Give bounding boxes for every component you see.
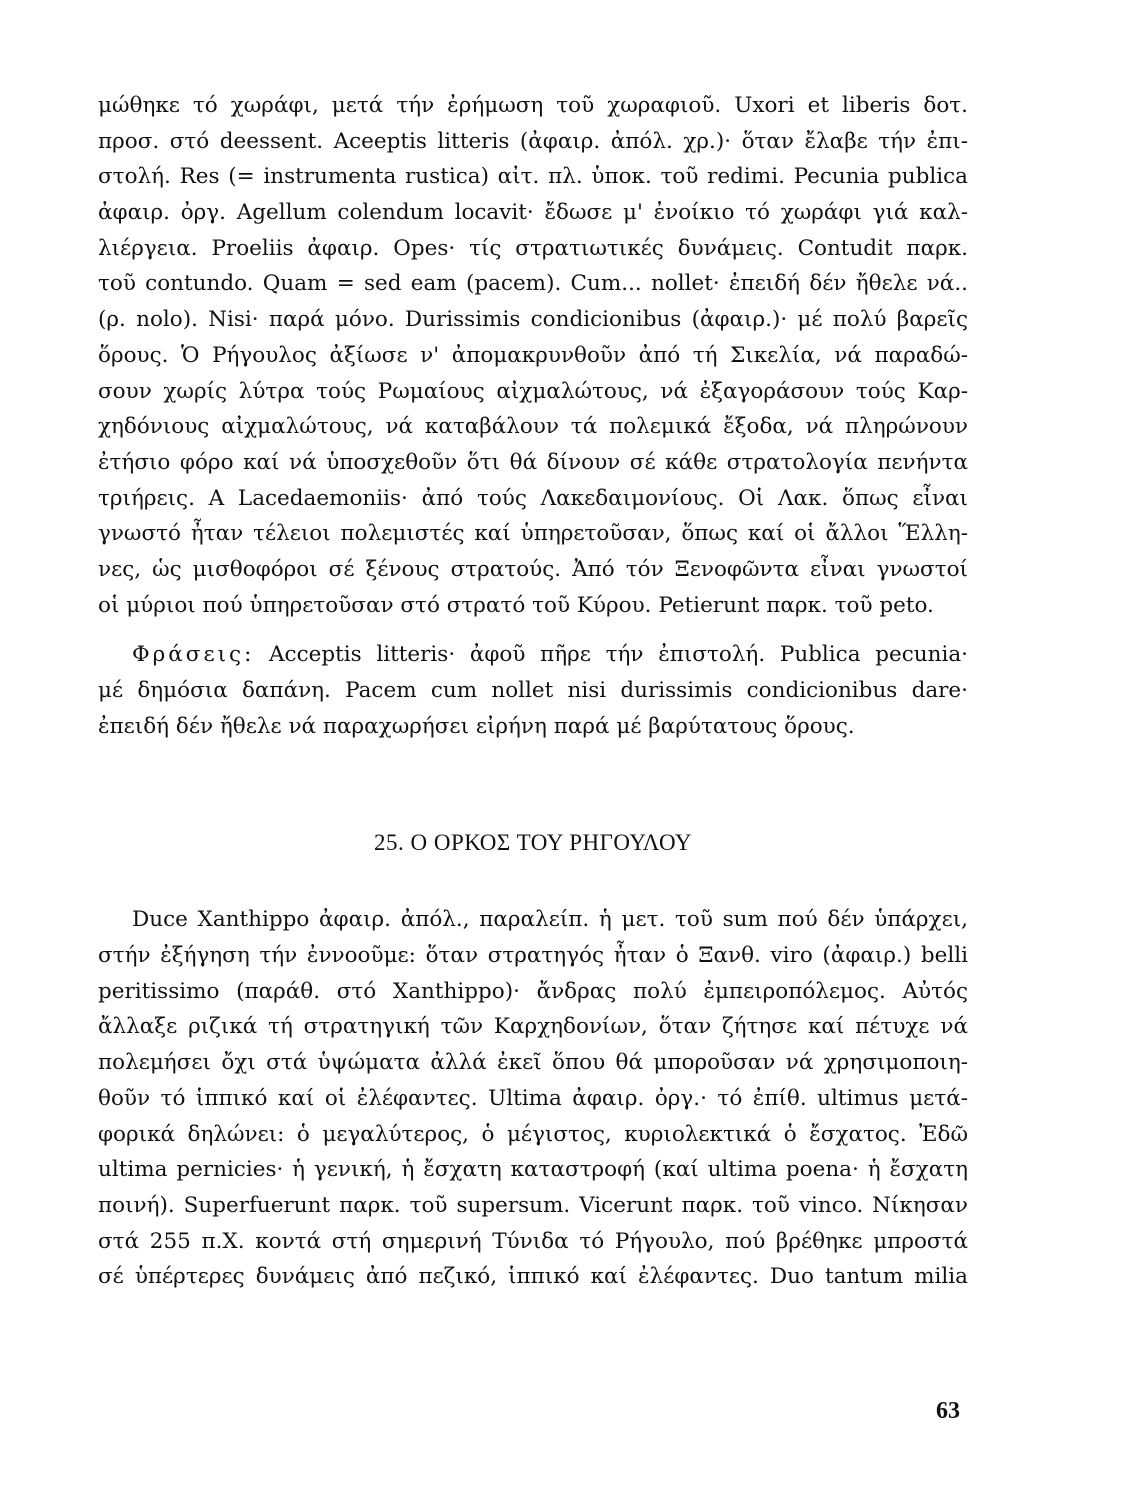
text-line: θοῦν τό ἱππικό καί οἱ ἐλέφαντες. Ultima ἀφαιρ. ὀργ.· τό ἐπίθ. ultimus μετά-	[98, 1085, 968, 1111]
text-line: τριήρεις. A Lacedaemoniis· ἀπό τούς Λακεδαιμονίους. Οἱ Λακ. ὅπως εἶναι	[98, 485, 968, 511]
text-line: στά 255 π.Χ. κοντά στή σημερινή Τύνιδα τό Ρήγουλο, πού βρέθηκε μπροστά	[98, 1228, 968, 1254]
text-line: Duce Xanthippo ἀφαιρ. ἀπόλ., παραλείπ. ἡ μετ. τοῦ sum πού δέν ὑπάρχει,	[132, 907, 968, 933]
text-line: προσ. στό deessent. Aceeptis litteris (ἀφαιρ. ἀπόλ. χρ.)· ὅταν ἔλαβε τήν ἐπι-	[98, 128, 968, 154]
text-line: στήν ἐξήγηση τήν ἐννοοῦμε: ὅταν στρατηγός ἦταν ὁ Ξανθ. viro (ἀφαιρ.) belli	[98, 943, 968, 969]
phrases-first-line-text: Acceptis litteris· ἀφοῦ πῆρε τήν ἐπιστολή. Publica pecunia·	[254, 642, 968, 668]
page-body	[98, 88, 968, 1295]
text-line: peritissimo (παράθ. στό Xanthippo)· ἄνδρας πολύ ἐμπειροπόλεμος. Αὐτός	[98, 978, 968, 1004]
phrases-first-line	[98, 637, 968, 673]
text-line: ὅρους. Ὁ Ρήγουλος ἀξίωσε ν' ἀπομακρυνθοῦν ἀπό τή Σικελία, νά παραδώ-	[98, 342, 968, 368]
text-line: ἐτήσιο φόρο καί νά ὑποσχεθοῦν ὅτι θά δίνουν σέ κάθε στρατολογία πενήντα	[98, 449, 968, 475]
text-line: μέ δημόσια δαπάνη. Pacem cum nollet nisi durissimis condicionibus dare·	[98, 678, 968, 703]
phrases-label: Φράσεις:	[132, 642, 255, 668]
section-heading: 25. Ο ΟΡΚΟΣ ΤΟΥ ΡΗΓΟΥΛΟΥ	[373, 830, 693, 856]
text-line: ἐπειδή δέν ἤθελε νά παραχωρήσει εἰρήνη παρά μέ βαρύτατους ὅρους.	[98, 713, 855, 739]
text-line: τοῦ contundo. Quam = sed eam (pacem). Cum... nollet· ἐπειδή δέν ἤθελε νά..	[98, 271, 968, 297]
text-line: μώθηκε τό χωράφι, μετά τήν ἐρήμωση τοῦ χωραφιοῦ. Uxori et liberis δοτ.	[98, 93, 968, 118]
text-line: νες, ὡς μισθοφόροι σέ ξένους στρατούς. Ἀπό τόν Ξενοφῶντα εἶναι γνωστοί	[98, 556, 968, 582]
text-line: ultima pernicies· ἡ γενική, ἡ ἔσχατη καταστροφή (καί ultima poena· ἡ ἔσχατη	[98, 1157, 968, 1183]
text-line: ἀφαιρ. ὀργ. Agellum colendum locavit· ἔδωσε μ' ἐνοίκιο τό χωράφι γιά καλ-	[98, 200, 968, 226]
text-line: ποινή). Superfuerunt παρκ. τοῦ supersum. Vicerunt παρκ. τοῦ vinco. Νίκησαν	[98, 1192, 968, 1218]
text-line: πολεμήσει ὄχι στά ὑψώματα ἀλλά ἐκεῖ ὅπου θά μποροῦσαν νά χρησιμοποιη-	[98, 1050, 968, 1076]
text-line: λιέργεια. Proeliis ἀφαιρ. Opes· τίς στρατιωτικές δυνάμεις. Contudit παρκ.	[98, 235, 968, 261]
page-number: 63	[936, 1398, 960, 1424]
text-line: χηδόνιους αἰχμαλώτους, νά καταβάλουν τά πολεμικά ἔξοδα, νά πληρώνουν	[98, 414, 968, 440]
text-line: οἱ μύριοι πού ὑπηρετοῦσαν στό στρατό τοῦ Κύρου. Petierunt παρκ. τοῦ peto.	[98, 592, 934, 618]
text-line: στολή. Res (= instrumenta rustica) αἰτ. πλ. ὑποκ. τοῦ redimi. Pecunia publica	[98, 164, 968, 190]
paragraph-gap	[98, 623, 968, 637]
notes-paragraph	[98, 88, 968, 623]
phrases-paragraph	[98, 637, 968, 744]
text-line: σουν χωρίς λύτρα τούς Ρωμαίους αἰχμαλώτους, νά ἐξαγοράσουν τούς Καρ-	[98, 378, 968, 404]
text-line: σέ ὑπέρτερες δυνάμεις ἀπό πεζικό, ἱππικό καί ἐλέφαντες. Duo tantum milia	[98, 1264, 968, 1290]
section-paragraph	[98, 902, 968, 1295]
text-line: φορικά δηλώνει: ὁ μεγαλύτερος, ὁ μέγιστος, κυριολεκτικά ὁ ἔσχατος. Ἐδῶ	[98, 1121, 968, 1147]
text-line: ἄλλαξε ριζικά τή στρατηγική τῶν Καρχηδονίων, ὅταν ζήτησε καί πέτυχε νά	[98, 1014, 968, 1040]
text-line: (ρ. nolo). Nisi· παρά μόνο. Durissimis condicionibus (ἀφαιρ.)· μέ πολύ βαρεῖς	[98, 307, 968, 333]
text-line: γνωστό ἦταν τέλειοι πολεμιστές καί ὑπηρετοῦσαν, ὅπως καί οἱ ἄλλοι Ἕλλη-	[98, 521, 968, 547]
